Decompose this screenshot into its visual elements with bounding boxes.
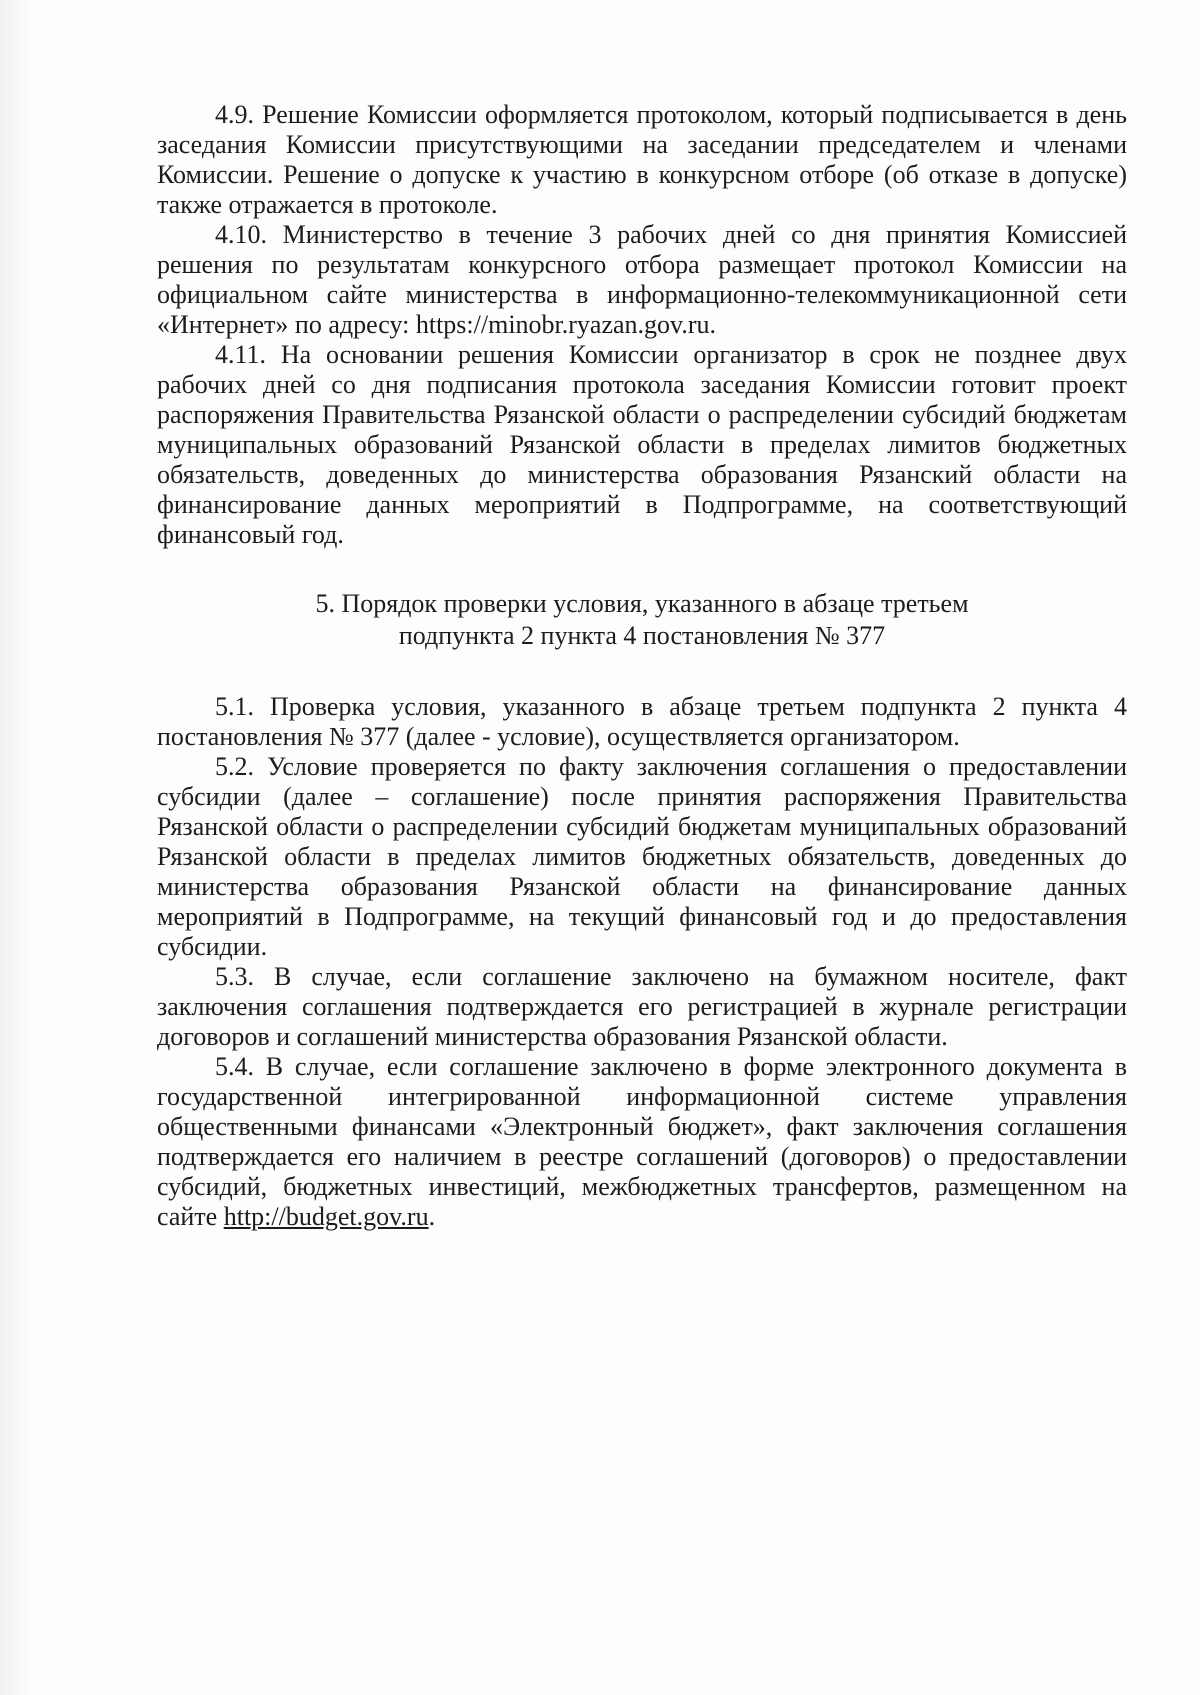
document-body (157, 100, 1127, 1232)
paragraph-5-4-end: . (428, 1202, 436, 1231)
section-5-heading-line-2: подпункта 2 пункта 4 постановления № 377 (398, 621, 886, 650)
paragraph-5-3: 5.3. В случае, если соглашение заключено на бумажном носителе, факт заключения соглашения подтверждается его регистрацией в журнале регистрации договоров и соглашений министерства образования Рязанской области. (157, 962, 1127, 1051)
paragraph-5-2: 5.2. Условие проверяется по факту заключения соглашения о предоставлении субсидии (далее – соглашение) после принятия распоряжения Правительства Рязанской области о распределении субсидий бюджетам муниципальных образований Рязанской области в пределах лимитов бюджетных обязательств, доведенных до министерства образования Рязанской области на финансирование данных мероприятий в Подпрограмме, на текущий финансовый год и до предоставления субсидии. (157, 752, 1127, 961)
paragraph-4-9: 4.9. Решение Комиссии оформляется протоколом, который подписывается в день заседания Комиссии присутствующими на заседании председателем и членами Комиссии. Решение о допуске к участию в конкурсном отборе (об отказе в допуске) также отражается в протоколе. (157, 100, 1127, 219)
paragraph-4-10: 4.10. Министерство в течение 3 рабочих дней со дня принятия Комиссией решения по результатам конкурсного отбора размещает протокол Комиссии на официальном сайте министерства в информационно-телекоммуникационной сети «Интернет» по адресу: https://minobr.ryazan.gov.ru. (157, 220, 1127, 339)
scan-edge (0, 0, 30, 1695)
section-5-heading-line-1: 5. Порядок проверки условия, указанного в абзаце третьем (315, 589, 969, 618)
paragraph-5-1: 5.1. Проверка условия, указанного в абзаце третьем подпункта 2 пункта 4 постановления № 377 (далее - условие), осуществляется организатором. (157, 692, 1127, 751)
paragraph-5-4 (157, 1052, 1127, 1232)
section-5-heading (157, 588, 1127, 652)
budget-site-link[interactable]: http://budget.gov.ru (223, 1202, 429, 1231)
paragraph-5-4-text: 5.4. В случае, если соглашение заключено в форме электронного документа в государственной интегрированной информационной системе управления общественными финансами «Электронный бюджет», факт заключения соглашения подтверждается его наличием в реестре соглашений (договоров) о предоставлении субсидий, бюджетных инвестиций, межбюджетных трансфертов, размещенном на сайте (157, 1052, 1127, 1231)
paragraph-4-11: 4.11. На основании решения Комиссии организатор в срок не позднее двух рабочих дней со дня подписания протокола заседания Комиссии готовит проект распоряжения Правительства Рязанской области о распределении субсидий бюджетам муниципальных образований Рязанской области в пределах лимитов бюджетных обязательств, доведенных до министерства образования Рязанский области на финансирование данных мероприятий в Подпрограмме, на соответствующий финансовый год. (157, 340, 1127, 549)
